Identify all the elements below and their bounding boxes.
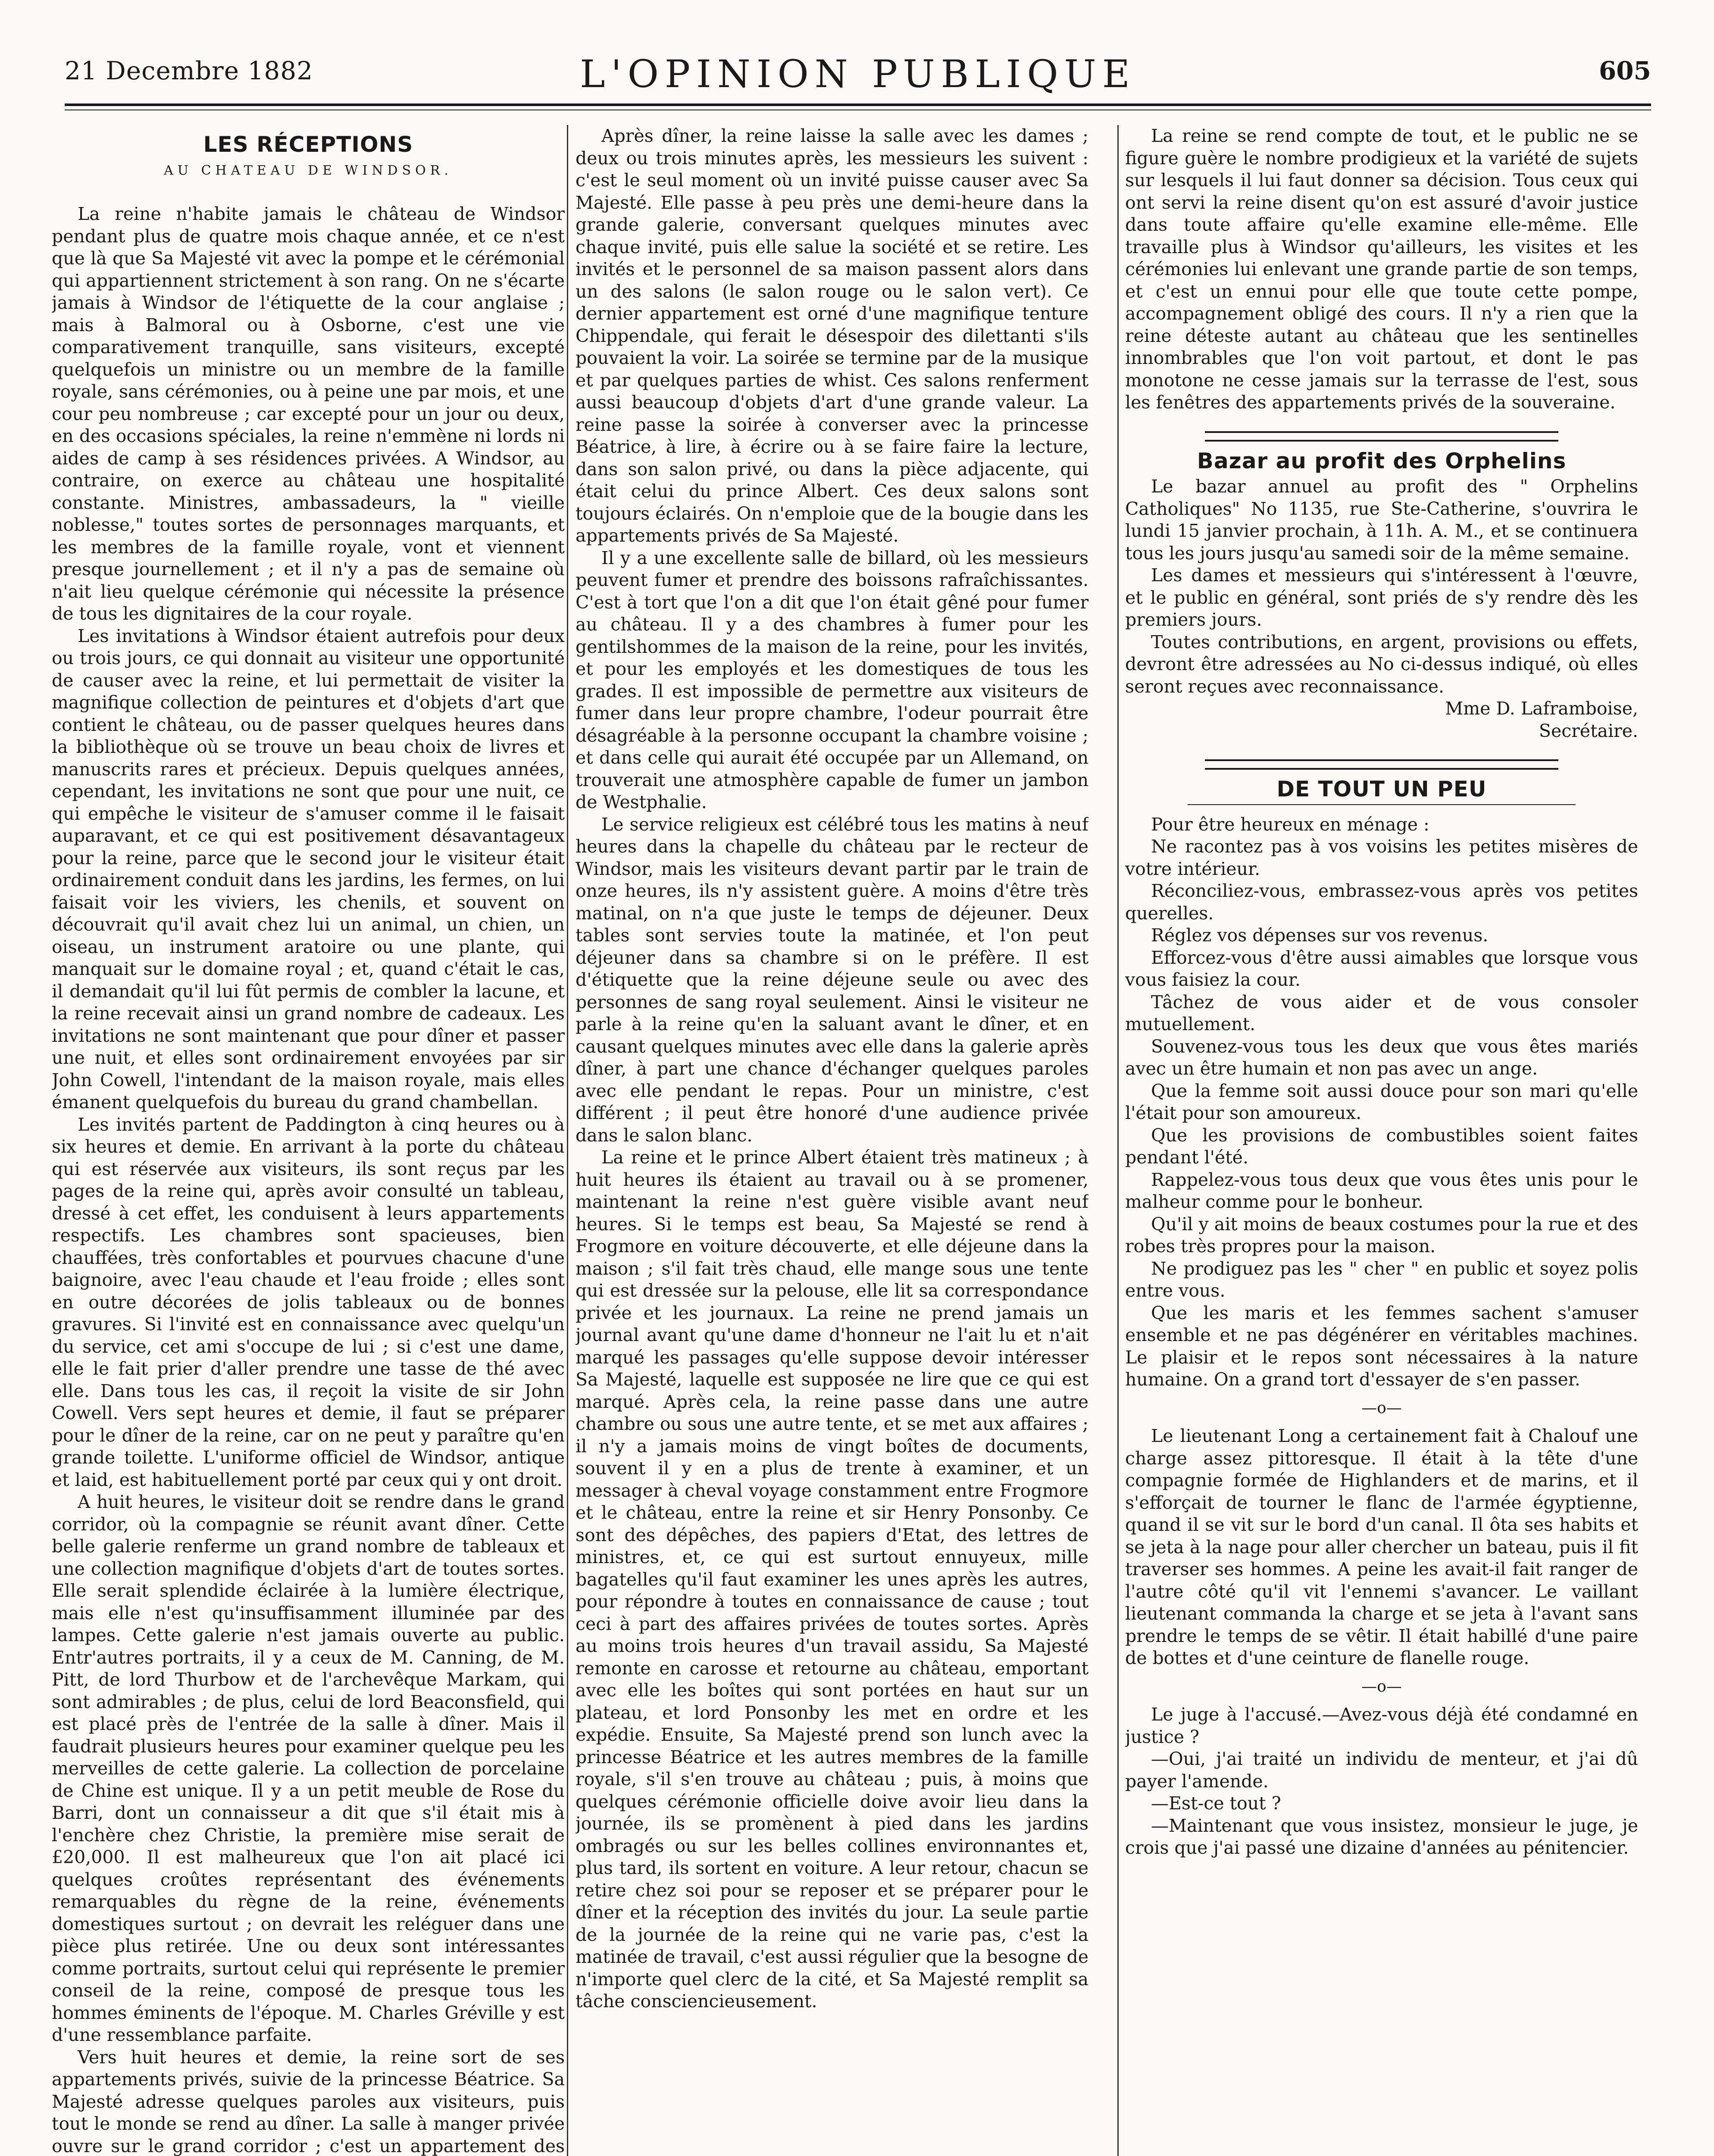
newspaper-title: L'OPINION PUBLIQUE bbox=[580, 52, 1136, 96]
maxim: Qu'il y ait moins de beaux costumes pour la rue et des robes très propres pour la maison. bbox=[1125, 1213, 1638, 1257]
column-1 bbox=[52, 125, 565, 2156]
dialogue-line: —Maintenant que vous insistez, monsieur le juge, je crois que j'ai passé une dizaine d'années au pénitencier. bbox=[1125, 1815, 1638, 1858]
maxim: Réconciliez-vous, embrassez-vous après vos petites querelles. bbox=[1125, 881, 1638, 924]
column-2 bbox=[576, 125, 1088, 2156]
column-3 bbox=[1125, 125, 1638, 2156]
dialogue-line: Le juge à l'accusé.—Avez-vous déjà été condamné en justice ? bbox=[1125, 1704, 1638, 1747]
paragraph: Les dames et messieurs qui s'intéressent à l'œuvre, et le public en général, sont priés de s'y rendre dès les premiers jours. bbox=[1125, 565, 1638, 630]
paragraph: La reine n'habite jamais le château de Windsor pendant plus de quatre mois chaque année, et ce n'est que là que Sa Majesté vit avec la pompe et le cérémonial qui appartiennent strictement à son rang. On ne s'écarte jamais à Windsor de l'étiquette de la cour anglaise ; mais à Balmoral ou à Osborne, c'est une vie comparativement tranquille, sans visiteurs, excepté quelquefois un ministre ou un membre de la famille royale, sans cérémonies, ou à peine une par mois, et une cour peu nombreuse ; car excepté pour un jour ou deux, en des occasions spéciales, la reine n'emmène ni lords ni aides de camp à ses résidences privées. A Windsor, au contraire, on exerce au château une hospitalité constante. Ministres, ambassadeurs, la " vieille noblesse," toutes sortes de personnages marquants, et les membres de la famille royale, vont et viennent presque journellement ; et il n'y a pas de semaine où n'ait lieu quelque cérémonie qui nécessite la présence de tous les dignitaires de la cour royale. bbox=[52, 204, 565, 624]
paragraph: Après dîner, la reine laisse la salle avec les dames ; deux ou trois minutes après, les messieurs les suivent : c'est le seul moment où un invité puisse causer avec Sa Majesté. Elle passe à peu près une demi-heure dans la grande galerie, conversant quelques minutes avec chaque invité, puis elle salue la société et se retire. Les invités et le personnel de sa maison passent alors dans un des salons (le salon rouge ou le salon vert). Ce dernier appartement est orné d'une magnifique tenture Chippendale, qui ferait le désespoir des dilettanti s'ils pouvaient la voir. La soirée se termine par de la musique et par quelques parties de whist. Ces salons renferment aussi beaucoup d'objets d'art d'une grande valeur. La reine passe la soirée à converser avec la princesse Béatrice, à lire, à écrire ou à se faire faire la lecture, dans son salon privé, ou dans la pièce adjacente, qui était celui du prince Albert. Ces deux salons sont toujours éclairés. On n'emploie que de la bougie dans les appartements privés de Sa Majesté. bbox=[576, 125, 1088, 546]
issue-date: 21 Decembre 1882 bbox=[65, 56, 313, 85]
maxim: Souvenez-vous tous les deux que vous êtes mariés avec un être humain et non pas avec un ange. bbox=[1125, 1036, 1638, 1079]
maxim: Que les maris et les femmes sachent s'amuser ensemble et ne pas dégénérer en véritables machines. Le plaisir et le repos sont nécessaires à la nature humaine. On a grand tort d'essayer de s'en passer. bbox=[1125, 1302, 1638, 1390]
maxim: Réglez vos dépenses sur vos revenus. bbox=[1151, 925, 1489, 946]
article-title-receptions: LES RÉCEPTIONS bbox=[203, 132, 413, 157]
maxim: Que les provisions de combustibles soient faites pendant l'été. bbox=[1125, 1125, 1638, 1168]
paragraph: Toutes contributions, en argent, provisions ou effets, devront être adressées au No ci-dessus indiqué, où elles seront reçues avec reconnaissance. bbox=[1125, 631, 1638, 697]
paragraph: Il y a une excellente salle de billard, où les messieurs peuvent fumer et prendre des boissons rafraîchissantes. C'est à tort que l'on a dit que l'on était gêné pour fumer au château. Il y a des chambres à fumer pour les gentilshommes de la maison de la reine, pour les invités, et pour les employés et les domestiques de tous les grades. Il est impossible de permettre aux visiteurs de fumer dans leur propre chambre, l'odeur pourrait être désagréable à la personne occupant la chambre voisine ; et dans celle qui aurait été occupée par un Allemand, on trouverait une atmosphère capable de fumer un jambon de Westphalie. bbox=[576, 547, 1088, 812]
article-title-bazar: Bazar au profit des Orphelins bbox=[1197, 448, 1567, 473]
header-rule bbox=[65, 103, 1651, 106]
paragraph: Le bazar annuel au profit des " Orphelins Catholiques" No 1135, rue Ste-Catherine, s'ouvrira le lundi 15 janvier prochain, à 11h. A. M., et se continuera tous les jours jusqu'au samedi soir de la même semaine. bbox=[1125, 476, 1638, 564]
maxim: Tâchez de vous aider et de vous consoler mutuellement. bbox=[1125, 991, 1638, 1034]
section-rule bbox=[1205, 431, 1558, 442]
title-underline bbox=[1188, 804, 1576, 805]
maxim: Que la femme soit aussi douce pour son mari qu'elle l'était pour son amoureux. bbox=[1125, 1080, 1638, 1123]
paragraph: La reine et le prince Albert étaient très matineux ; à huit heures ils étaient au travail ou à se promener, maintenant la reine n'est guère visible avant neuf heures. Si le temps est beau, Sa Majesté se rend à Frogmore en voiture découverte, et elle déjeune dans la maison ; s'il fait très chaud, elle mange sous une tente qui est dressée sur la pelouse, elle lit sa correspondance privée et les journaux. La reine ne prend jamais un journal avant qu'une dame d'honneur ne l'ait lu et n'ait marqué les passages qu'elle suppose devoir intéresser Sa Majesté, laquelle est supposée ne lire que ce qui est marqué. Après cela, la reine passe dans une autre chambre ou sous une autre tente, et se met aux affaires ; il n'y a jamais moins de vingt boîtes de documents, souvent il y en a plus de trente à examiner, et un messager à cheval voyage constamment entre Frogmore et le château, entre la reine et sir Henry Ponsonby. Ce sont des dépêches, des papiers d'Etat, des lettres de ministres, et, ce qui est surtout ennuyeux, mille bagatelles qu'il faut examiner les unes après les autres, pour répondre à toutes en connaissance de cause ; tout ceci à part des affaires privées de toutes sortes. Après au moins trois heures d'un travail assidu, Sa Majesté remonte en carosse et retourne au château, emportant avec elle les boîtes qui sont portées en haut sur un plateau, et lord Ponsonby les met en ordre et les expédie. Ensuite, Sa Majesté prend son lunch avec la princesse Béatrice et les autres membres de la famille royale, s'il s'en trouve au château ; puis, à moins que quelques cérémonie officielle doive avoir lieu dans la journée, ils se promènent à pied dans les jardins ombragés ou sur les belles collines environnantes et, plus tard, ils sortent en voiture. A leur retour, chacun se retire chez soi pour se reposer et se préparer pour le dîner et la réception des invités du jour. La seule partie de la journée de la reine qui ne varie pas, c'est la matinée de travail, c'est aussi régulier que la besogne de n'importe quel clerc de la cité, et Sa Majesté remplit sa tâche consciencieusement. bbox=[576, 1147, 1088, 2012]
paragraph: Le service religieux est célébré tous les matins à neuf heures dans la chapelle du château par le recteur de Windsor, mais les visiteurs devant partir par le train de onze heures, ils n'y assistent guère. A moins d'être très matinal, on n'a que juste le temps de déjeuner. Deux tables sont servies toute la matinée, et l'on peut déjeuner dans sa chambre si on le préfère. Il est d'étiquette que la reine déjeune seule ou avec des personnes de sang royal seulement. Ainsi le visiteur ne parle à la reine qu'en la saluant avant le dîner, et en causant quelques minutes avec elle dans la galerie après dîner, à part une chance d'échanger quelques paroles avec elle pendant le repas. Pour un ministre, c'est différent ; il peut être honoré d'une audience privée dans le salon blanc. bbox=[576, 814, 1088, 1146]
maxim: Pour être heureux en ménage : bbox=[1151, 814, 1429, 835]
signature-role: Secrétaire. bbox=[1539, 720, 1638, 741]
separator-ornament: —o— bbox=[1361, 1399, 1402, 1417]
paragraph: Les invitations à Windsor étaient autrefois pour deux ou trois jours, ce qui donnait au visiteur une opportunité de causer avec la reine, et lui permettait de visiter la magnifique collection de peintures et d'objets d'art que contient le château, ou de passer quelques heures dans la bibliothèque où se trouve un beau choix de livres et manuscrits rares et précieux. Depuis quelques années, cependant, les invitations ne sont que pour une nuit, ce qui empêche le visiteur de s'amuser comme il le faisait auparavant, et ce qui est positivement désavantageux pour la reine, parce que le second jour le visiteur était ordinairement conduit dans les jardins, les fermes, on lui faisait voir les viviers, les chenils, et souvent on découvrait qu'il avait chez lui un animal, un chien, un oiseau, un instrument aratoire ou une plante, qui manquait sur le domaine royal ; et, quand c'était le cas, il demandait qu'il lui fût permis de combler la lacune, et la reine recevait ainsi un grand nombre de cadeaux. Les invitations ne sont maintenant que pour dîner et passer une nuit, et elles sont ordinairement envoyées par sir John Cowell, l'intendant de la maison royale, mais elles émanent quelquefois du bureau du grand chambellan. bbox=[52, 625, 565, 1112]
paragraph: La reine se rend compte de tout, et le public ne se figure guère le nombre prodigieux et la variété de sujets sur lesquels il lui faut donner sa décision. Tous ceux qui ont servi la reine disent qu'on est assuré d'avoir justice dans toute affaire qu'elle examine elle-même. Elle travaille plus à Windsor qu'ailleurs, les visites et les cérémonies lui enlevant une grande partie de son temps, et c'est un ennui pour elle que toute cette pompe, accompagnement obligé des cours. Il n'y a rien que la reine déteste autant au château que les sentinelles innombrables que l'on voit partout, et dont le pas monotone ne cesse jamais sur la terrasse de l'est, sous les fenêtres des appartements privés de la souveraine. bbox=[1125, 125, 1638, 413]
column-divider bbox=[567, 125, 568, 2156]
page-number: 605 bbox=[1598, 56, 1651, 85]
maxim: Ne prodiguez pas les " cher " en public et soyez polis entre vous. bbox=[1125, 1258, 1638, 1301]
maxim: Ne racontez pas à vos voisins les petites misères de votre intérieur. bbox=[1125, 836, 1638, 879]
column-divider bbox=[1117, 125, 1119, 2156]
separator-ornament: —o— bbox=[1361, 1677, 1402, 1695]
maxim: Rappelez-vous tous deux que vous êtes unis pour le malheur comme pour le bonheur. bbox=[1125, 1169, 1638, 1212]
dialogue-line: —Oui, j'ai traité un individu de menteur, et j'ai dû payer l'amende. bbox=[1125, 1749, 1638, 1792]
dialogue-line: —Est-ce tout ? bbox=[1151, 1793, 1281, 1814]
masthead bbox=[65, 52, 1651, 95]
article-title-tout-un-peu: DE TOUT UN PEU bbox=[1276, 777, 1487, 802]
maxim: Efforcez-vous d'être aussi aimables que lorsque vous vous faisiez la cour. bbox=[1125, 947, 1638, 990]
paragraph: A huit heures, le visiteur doit se rendre dans le grand corridor, où la compagnie se réunit avant dîner. Cette belle galerie renferme un grand nombre de tableaux et une collection magnifique d'objets d'art de toutes sortes. Elle serait splendide éclairée à la lumière électrique, mais elle n'est qu'insuffisamment illuminée par des lampes. Cette galerie n'est jamais ouverte au public. Entr'autres portraits, il y a ceux de M. Canning, de M. Pitt, de lord Thurbow et de l'archevêque Markam, qui sont admirables ; de plus, celui de lord Beaconsfield, qui est placé près de l'entrée de la salle à dîner. Mais il faudrait plusieurs heures pour examiner quelque peu les merveilles de cette galerie. La collection de porcelaine de Chine est unique. Il y a un petit meuble de Rose du Barri, dont un connaisseur a dit que s'il était mis à l'enchère chez Christie, la première mise serait de £20,000. Il est malheureux que l'on ait placé ici quelques croûtes représentant des événements remarquables du règne de la reine, événements domestiques surtout ; on devrait les reléguer dans une pièce plus retirée. Une ou deux sont intéressantes comme portraits, surtout celui qui représente le premier conseil de la reine, composé de presque tous les hommes éminents de l'époque. M. Charles Gréville y est d'une ressemblance parfaite. bbox=[52, 1492, 565, 2045]
article-subtitle: AU CHATEAU DE WINDSOR. bbox=[164, 163, 453, 178]
paragraph: Les invités partent de Paddington à cinq heures ou à six heures et demie. En arrivant à la porte du château qui est réservée aux visiteurs, ils sont reçus par les pages de la reine qui, après avoir consulté un tableau, dressé à cet effet, les conduisent à leurs appartements respectifs. Les chambres sont spacieuses, bien chauffées, très confortables et pourvues chacune d'une baignoire, avec l'eau chaude et l'eau froide ; elles sont en outre décorées de jolis tableaux ou de bonnes gravures. Si l'invité est en connaissance avec quelqu'un du service, cet ami s'occupe de lui ; si c'est une dame, elle le fait prier d'aller prendre une tasse de thé avec elle. Dans tous les cas, il reçoit la visite de sir John Cowell. Vers sept heures et demie, il faut se préparer pour le dîner de la reine, car on ne peut y paraître qu'en grande toilette. L'uniforme officiel de Windsor, antique et laid, est habituellement porté par ceux qui y ont droit. bbox=[52, 1114, 565, 1490]
paragraph: Vers huit heures et demie, la reine sort de ses appartements privés, suivie de la princesse Béatrice. Sa Majesté adresse quelques paroles aux visiteurs, puis tout le monde se rend au dîner. La salle à manger privée ouvre sur le grand corridor ; c'est un appartement des bbox=[52, 2046, 565, 2156]
section-rule bbox=[1205, 759, 1558, 770]
paragraph: Le lieutenant Long a certainement fait à Chalouf une charge assez pittoresque. Il était à la tête d'une compagnie formée de Highlanders et de marins, et il s'efforçait de tourner le flanc de l'armée égyptienne, quand il se vit sur le bord d'un canal. Il ôta ses habits et se jeta à la nage pour aller chercher un bateau, puis il fit traverser ses hommes. A peine les avait-il fait ranger de l'autre côté qu'il vit l'ennemi s'avancer. Le vaillant lieutenant commanda la charge et se jeta à l'avant sans prendre le temps de se vêtir. Il était habillé d'une paire de bottes et d'une ceinture de flanelle rouge. bbox=[1125, 1426, 1638, 1668]
signature: Mme D. Laframboise, bbox=[1445, 698, 1638, 719]
